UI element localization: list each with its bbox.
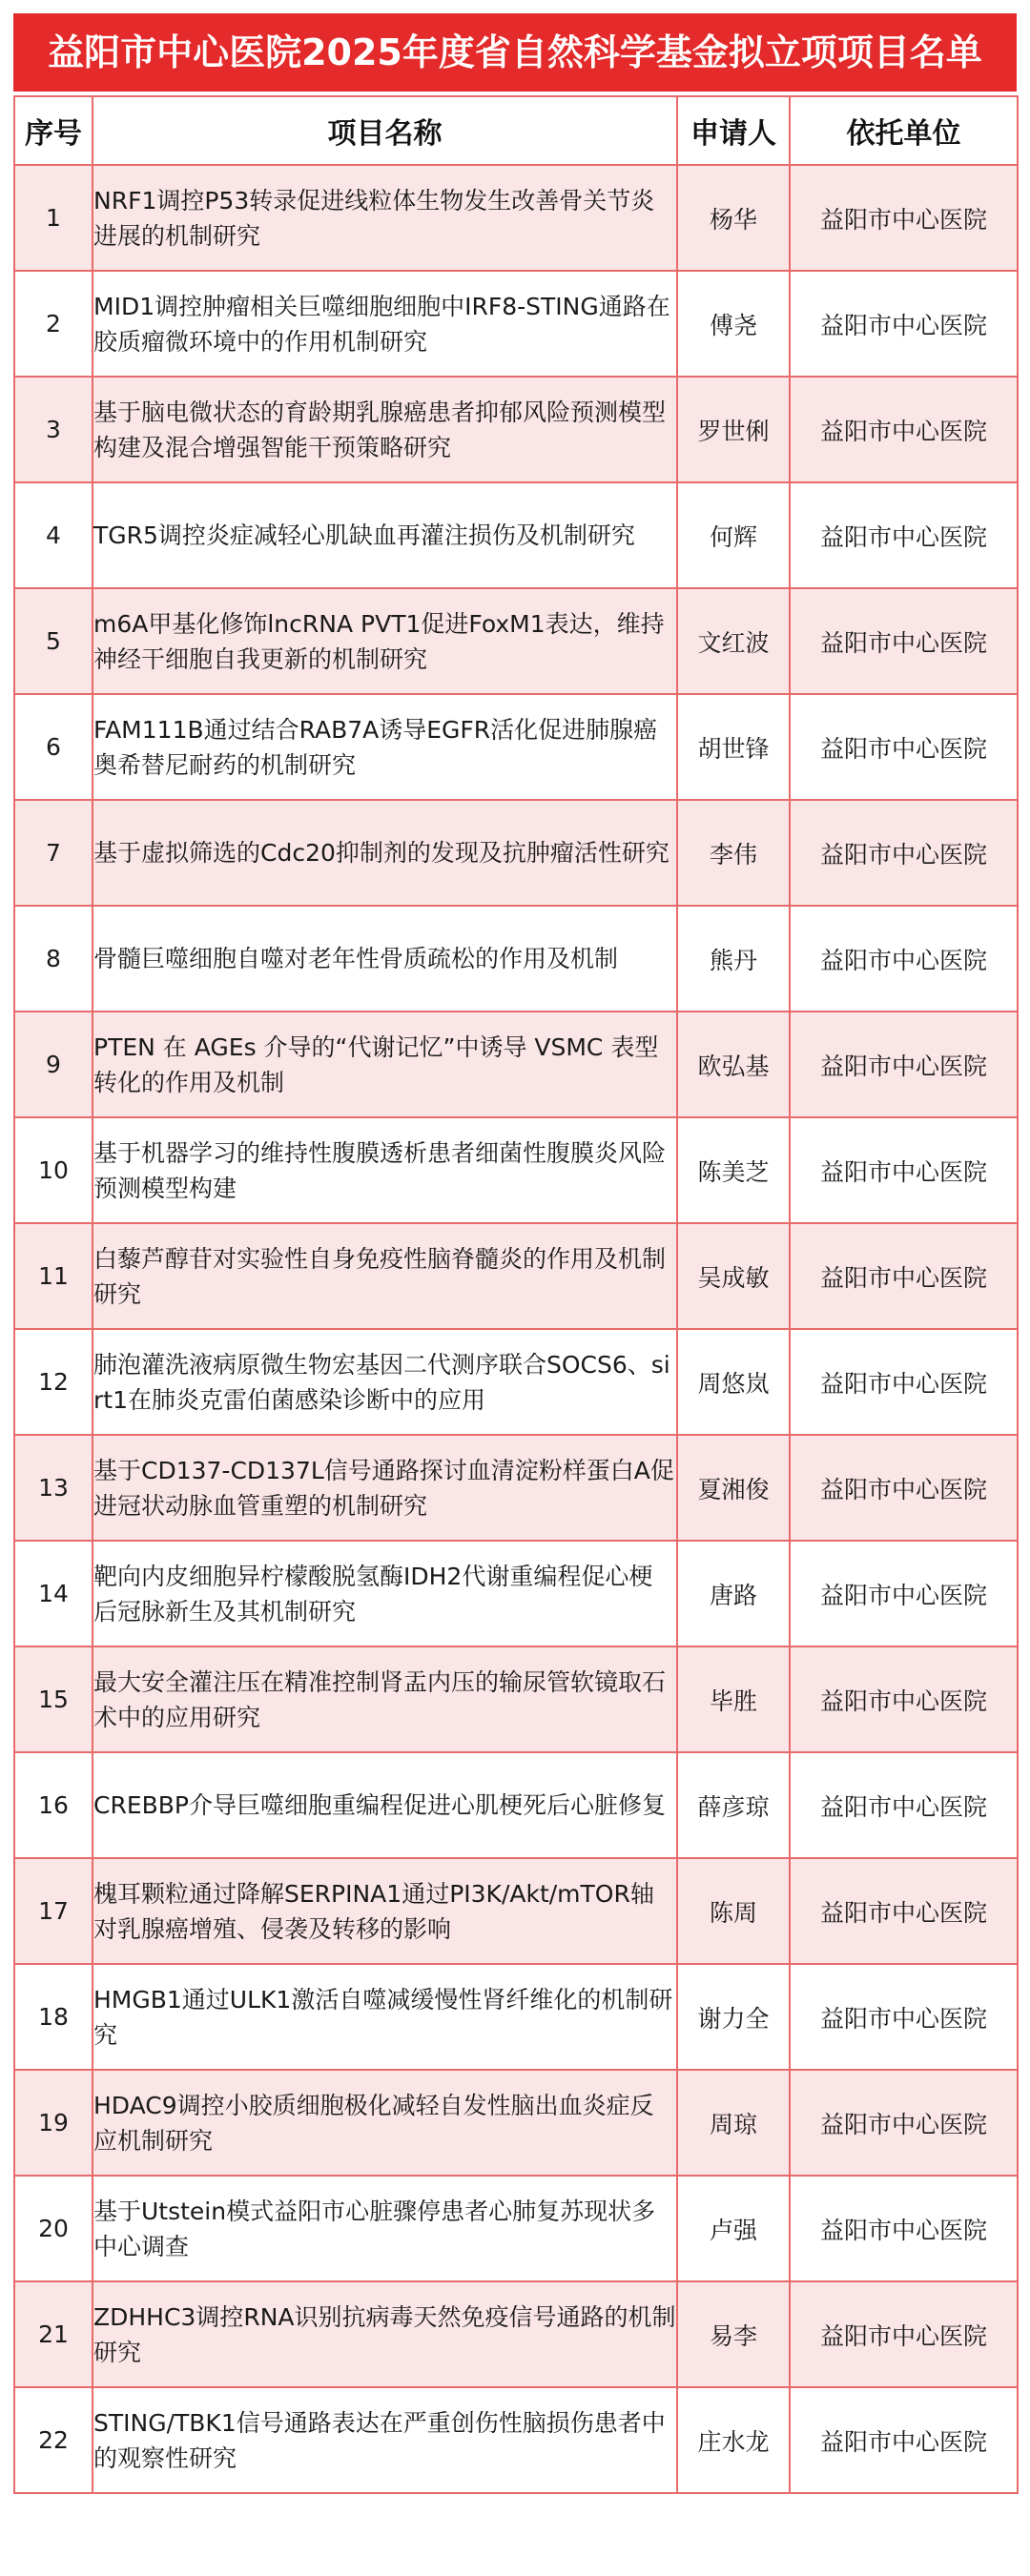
row-index: 3 [14,377,93,482]
row-project-name: 靶向内皮细胞异柠檬酸脱氢酶IDH2代谢重编程促心梗后冠脉新生及其机制研究 [93,1541,677,1646]
header-index: 序号 [14,96,93,165]
row-index: 13 [14,1435,93,1541]
table-row [14,1223,1018,1329]
row-host-unit: 益阳市中心医院 [790,1223,1018,1329]
row-host-unit: 益阳市中心医院 [790,165,1018,271]
project-table [13,95,1019,2494]
row-project-name: CREBBP介导巨噬细胞重编程促进心肌梗死后心脏修复 [93,1752,677,1858]
row-host-unit: 益阳市中心医院 [790,2387,1018,2493]
row-project-name: TGR5调控炎症减轻心肌缺血再灌注损伤及机制研究 [93,482,677,588]
row-project-name: 槐耳颗粒通过降解SERPINA1通过PI3K/Akt/mTOR轴对乳腺癌增殖、侵袭及转移的影响 [93,1858,677,1964]
project-list-sheet [13,13,1017,2563]
row-host-unit: 益阳市中心医院 [790,2281,1018,2387]
row-index: 8 [14,906,93,1012]
row-host-unit: 益阳市中心医院 [790,906,1018,1012]
row-host-unit: 益阳市中心医院 [790,1752,1018,1858]
row-applicant: 熊丹 [677,906,790,1012]
row-host-unit: 益阳市中心医院 [790,588,1018,694]
table-row [14,377,1018,482]
row-index: 5 [14,588,93,694]
table-row [14,588,1018,694]
row-applicant: 罗世俐 [677,377,790,482]
row-project-name: 基于机器学习的维持性腹膜透析患者细菌性腹膜炎风险预测模型构建 [93,1117,677,1223]
row-host-unit: 益阳市中心医院 [790,1858,1018,1964]
row-host-unit: 益阳市中心医院 [790,1329,1018,1435]
header-project-name: 项目名称 [93,96,677,165]
row-index: 15 [14,1646,93,1752]
row-host-unit: 益阳市中心医院 [790,800,1018,906]
row-index: 19 [14,2070,93,2176]
row-project-name: 白藜芦醇苷对实验性自身免疫性脑脊髓炎的作用及机制研究 [93,1223,677,1329]
row-applicant: 薛彦琼 [677,1752,790,1858]
row-applicant: 陈美芝 [677,1117,790,1223]
row-applicant: 周悠岚 [677,1329,790,1435]
row-index: 2 [14,271,93,377]
row-index: 10 [14,1117,93,1223]
row-host-unit: 益阳市中心医院 [790,1117,1018,1223]
row-applicant: 夏湘俊 [677,1435,790,1541]
row-project-name: 基于虚拟筛选的Cdc20抑制剂的发现及抗肿瘤活性研究 [93,800,677,906]
row-applicant: 卢强 [677,2176,790,2281]
row-host-unit: 益阳市中心医院 [790,1964,1018,2070]
row-project-name: ZDHHC3调控RNA识别抗病毒天然免疫信号通路的机制研究 [93,2281,677,2387]
row-host-unit: 益阳市中心医院 [790,1646,1018,1752]
row-index: 6 [14,694,93,800]
row-index: 1 [14,165,93,271]
row-applicant: 傅尧 [677,271,790,377]
row-project-name: 骨髓巨噬细胞自噬对老年性骨质疏松的作用及机制 [93,906,677,1012]
row-index: 20 [14,2176,93,2281]
table-row [14,1964,1018,2070]
table-row [14,1541,1018,1646]
row-project-name: m6A甲基化修饰lncRNA PVT1促进FoxM1表达，维持神经干细胞自我更新的机制研究 [93,588,677,694]
row-host-unit: 益阳市中心医院 [790,1435,1018,1541]
table-row [14,2070,1018,2176]
row-index: 14 [14,1541,93,1646]
row-index: 7 [14,800,93,906]
row-index: 9 [14,1012,93,1117]
row-project-name: HMGB1通过ULK1激活自噬减缓慢性肾纤维化的机制研究 [93,1964,677,2070]
row-applicant: 周琼 [677,2070,790,2176]
table-row [14,1012,1018,1117]
row-applicant: 李伟 [677,800,790,906]
row-project-name: 基于Utstein模式益阳市心脏骤停患者心肺复苏现状多中心调查 [93,2176,677,2281]
row-index: 4 [14,482,93,588]
row-host-unit: 益阳市中心医院 [790,377,1018,482]
table-row [14,2176,1018,2281]
table-row [14,800,1018,906]
row-applicant: 陈周 [677,1858,790,1964]
table-row [14,271,1018,377]
row-index: 11 [14,1223,93,1329]
row-project-name: HDAC9调控小胶质细胞极化减轻自发性脑出血炎症反应机制研究 [93,2070,677,2176]
row-index: 17 [14,1858,93,1964]
row-project-name: PTEN 在 AGEs 介导的“代谢记忆”中诱导 VSMC 表型转化的作用及机制 [93,1012,677,1117]
row-host-unit: 益阳市中心医院 [790,2070,1018,2176]
table-row [14,1435,1018,1541]
row-project-name: FAM111B通过结合RAB7A诱导EGFR活化促进肺腺癌奥希替尼耐药的机制研究 [93,694,677,800]
table-row [14,2387,1018,2493]
row-project-name: STING/TBK1信号通路表达在严重创伤性脑损伤患者中的观察性研究 [93,2387,677,2493]
table-row [14,482,1018,588]
row-host-unit: 益阳市中心医院 [790,2176,1018,2281]
row-project-name: 肺泡灌洗液病原微生物宏基因二代测序联合SOCS6、sirt1在肺炎克雷伯菌感染诊断中的应用 [93,1329,677,1435]
header-host-unit: 依托单位 [790,96,1018,165]
row-host-unit: 益阳市中心医院 [790,1541,1018,1646]
row-index: 21 [14,2281,93,2387]
table-row [14,2281,1018,2387]
row-index: 16 [14,1752,93,1858]
row-index: 12 [14,1329,93,1435]
row-applicant: 易李 [677,2281,790,2387]
row-applicant: 吴成敏 [677,1223,790,1329]
row-project-name: 基于CD137-CD137L信号通路探讨血清淀粉样蛋白A促进冠状动脉血管重塑的机制研究 [93,1435,677,1541]
row-applicant: 何辉 [677,482,790,588]
row-project-name: NRF1调控P53转录促进线粒体生物发生改善骨关节炎进展的机制研究 [93,165,677,271]
table-row [14,1858,1018,1964]
row-applicant: 欧弘基 [677,1012,790,1117]
row-applicant: 庄水龙 [677,2387,790,2493]
table-row [14,1329,1018,1435]
row-host-unit: 益阳市中心医院 [790,271,1018,377]
row-host-unit: 益阳市中心医院 [790,482,1018,588]
row-project-name: 基于脑电微状态的育龄期乳腺癌患者抑郁风险预测模型构建及混合增强智能干预策略研究 [93,377,677,482]
table-row [14,1752,1018,1858]
table-row [14,906,1018,1012]
page-title: 益阳市中心医院2025年度省自然科学基金拟立项项目名单 [13,13,1017,92]
row-index: 18 [14,1964,93,2070]
row-applicant: 唐路 [677,1541,790,1646]
row-host-unit: 益阳市中心医院 [790,1012,1018,1117]
row-project-name: MID1调控肿瘤相关巨噬细胞细胞中IRF8-STING通路在胶质瘤微环境中的作用机制研究 [93,271,677,377]
row-host-unit: 益阳市中心医院 [790,694,1018,800]
row-applicant: 毕胜 [677,1646,790,1752]
row-project-name: 最大安全灌注压在精准控制肾盂内压的输尿管软镜取石术中的应用研究 [93,1646,677,1752]
table-row [14,1117,1018,1223]
table-row [14,165,1018,271]
row-index: 22 [14,2387,93,2493]
table-row [14,1646,1018,1752]
table-row [14,694,1018,800]
row-applicant: 谢力全 [677,1964,790,2070]
table-body [14,165,1018,2493]
row-applicant: 文红波 [677,588,790,694]
table-header-row [14,96,1018,165]
row-applicant: 杨华 [677,165,790,271]
header-applicant: 申请人 [677,96,790,165]
row-applicant: 胡世锋 [677,694,790,800]
